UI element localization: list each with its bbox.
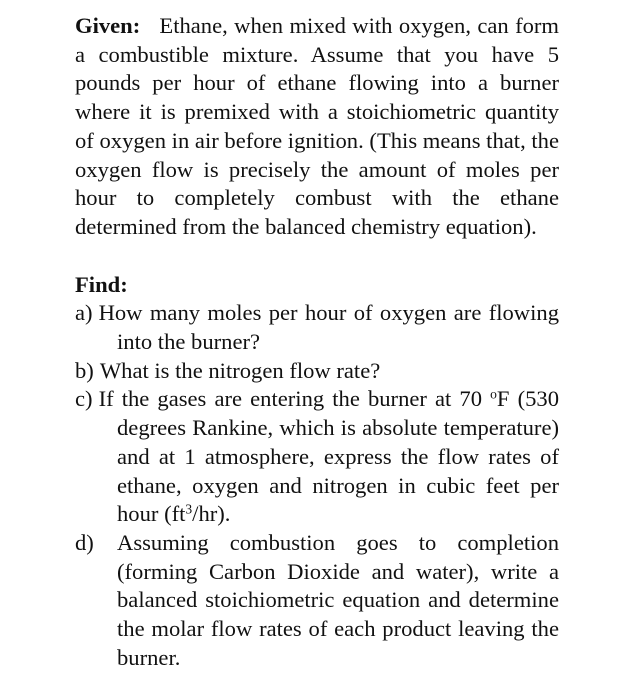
find-item-b-marker: b) [75, 357, 94, 383]
find-item-a-text: How many moles per hour of oxygen are flowing into the burner? [98, 300, 559, 355]
cubic-superscript: 3 [185, 501, 193, 517]
find-item-c-text-start: If the gases are entering the burner at 70 [98, 386, 491, 412]
given-text: Ethane, when mixed with oxygen, can form a combustible mixture. Assume that you have 5 pounds per hour of ethane flowing into a burner where it is premixed with a stoichiometric quantity of oxygen in air before ignition. (This means that, the oxygen flow is precisely the amount of moles per hour to completely combust with the ethane determined from the balanced chemistry equation). [75, 13, 559, 239]
problem-statement [75, 12, 559, 672]
find-item-c-marker: c) [75, 386, 93, 412]
degree-symbol: o [490, 386, 497, 402]
find-item-b [75, 357, 559, 386]
find-item-a [75, 299, 559, 356]
find-item-d-text: Assuming combustion goes to completion (forming Carbon Dioxide and water), write a balanced stoichiometric equation and determine the molar flow rates of each product leaving the burner. [117, 529, 559, 670]
given-paragraph [75, 12, 559, 242]
find-label: Find: [75, 271, 128, 297]
given-label: Given: [75, 13, 141, 38]
find-item-c-text-end: /hr). [192, 501, 231, 527]
find-item-c [75, 385, 559, 529]
find-item-d-marker: d) [75, 529, 94, 555]
find-item-c-text-middle: F (530 degrees Rankine, which is absolute temperature) and at 1 atmosphere, express the flow rates of ethane, oxygen and nitrogen in cubic feet per hour (ft [117, 386, 559, 527]
find-item-b-text: What is the nitrogen flow rate? [99, 357, 381, 383]
find-item-d [75, 529, 559, 673]
find-item-a-marker: a) [75, 300, 93, 326]
